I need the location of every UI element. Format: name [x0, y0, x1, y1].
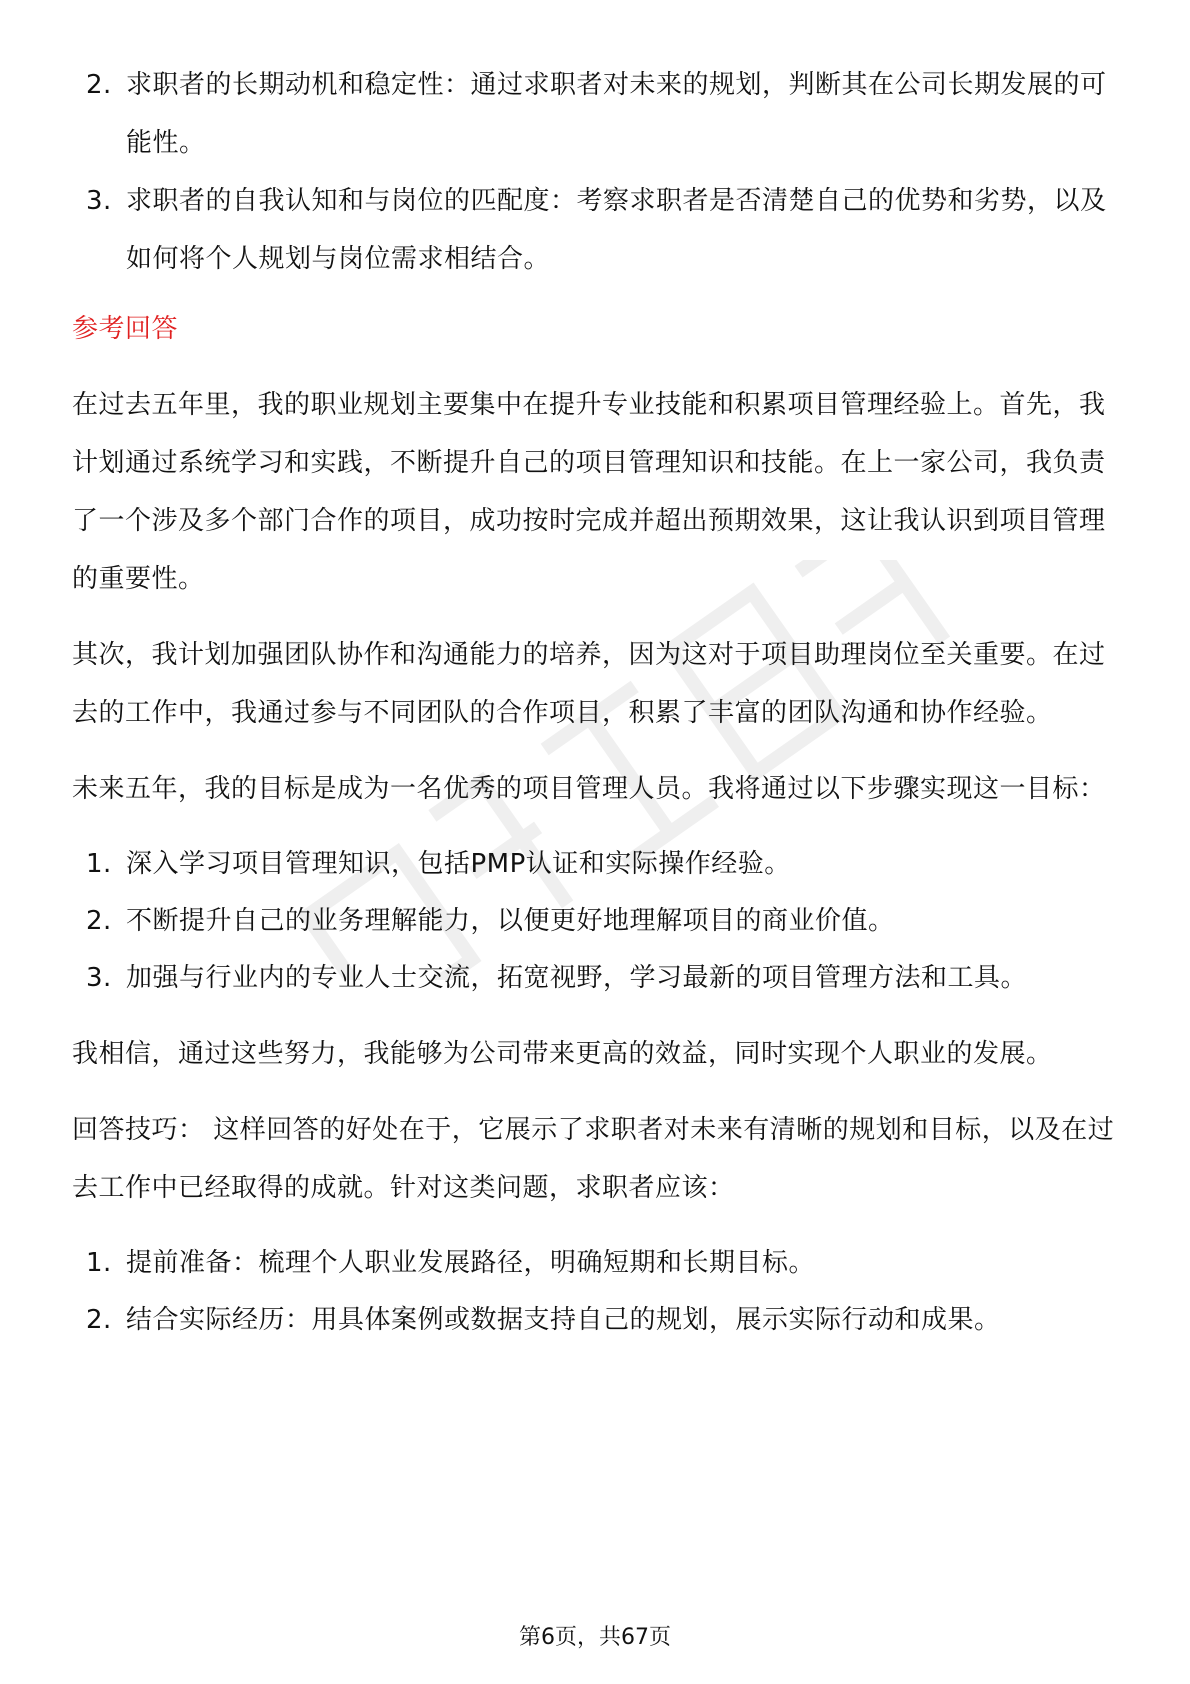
list-item-number: 3. — [86, 186, 112, 216]
list-item-text: 加强与行业内的专业人士交流，拓宽视野，学习最新的项目管理方法和工具。 — [126, 963, 1028, 993]
list-item — [72, 893, 1118, 950]
tips-list — [72, 1235, 1118, 1349]
list-item-text: 求职者的自我认知和与岗位的匹配度：考察求职者是否清楚自己的优势和劣势，以及如何将个人规划与岗位需求相结合。 — [126, 186, 1107, 274]
document-body — [72, 56, 1118, 1349]
page-number-footer: 第6页，共67页 — [519, 1625, 671, 1650]
list-item-number: 2. — [86, 1305, 112, 1335]
list-item — [72, 836, 1118, 893]
list-item — [72, 1235, 1118, 1292]
list-item-text: 深入学习项目管理知识，包括PMP认证和实际操作经验。 — [126, 849, 791, 879]
list-item-number: 1. — [86, 849, 112, 879]
answer-paragraph-4: 我相信，通过这些努力，我能够为公司带来更高的效益，同时实现个人职业的发展。 — [72, 1039, 1053, 1069]
list-item — [72, 172, 1118, 288]
list-item-number: 3. — [86, 963, 112, 993]
reference-answer-heading: 参考回答 — [72, 314, 179, 344]
answer-paragraph-3: 未来五年，我的目标是成为一名优秀的项目管理人员。我将通过以下步骤实现这一目标： — [72, 774, 1106, 804]
answer-tips-paragraph: 回答技巧： 这样回答的好处在于，它展示了求职者对未来有清晰的规划和目标，以及在过去工作中已经取得的成就。针对这类问题，求职者应该： — [72, 1115, 1115, 1203]
answer-paragraph-1: 在过去五年里，我的职业规划主要集中在提升专业技能和积累项目管理经验上。首先，我计划通过系统学习和实践，不断提升自己的项目管理知识和技能。在上一家公司，我负责了一个涉及多个部门合作的项目，成功按时完成并超出预期效果，这让我认识到项目管理的重要性。 — [72, 390, 1106, 594]
list-item-text: 求职者的长期动机和稳定性：通过求职者对未来的规划，判断其在公司长期发展的可能性。 — [126, 70, 1107, 158]
list-item-text: 提前准备：梳理个人职业发展路径，明确短期和长期目标。 — [126, 1248, 816, 1278]
list-item-text: 不断提升自己的业务理解能力，以便更好地理解项目的商业价值。 — [126, 906, 895, 936]
list-item — [72, 1292, 1118, 1349]
answer-paragraph-2: 其次，我计划加强团队协作和沟通能力的培养，因为这对于项目助理岗位至关重要。在过去的工作中，我通过参与不同团队的合作项目，积累了丰富的团队沟通和协作经验。 — [72, 640, 1106, 728]
steps-list — [72, 836, 1118, 1007]
list-item-number: 1. — [86, 1248, 112, 1278]
list-item — [72, 56, 1118, 172]
list-item-text: 结合实际经历：用具体案例或数据支持自己的规划，展示实际行动和成果。 — [126, 1305, 1001, 1335]
list-item — [72, 950, 1118, 1007]
list-item-number: 2. — [86, 70, 112, 100]
criteria-list — [72, 56, 1118, 288]
list-item-number: 2. — [86, 906, 112, 936]
